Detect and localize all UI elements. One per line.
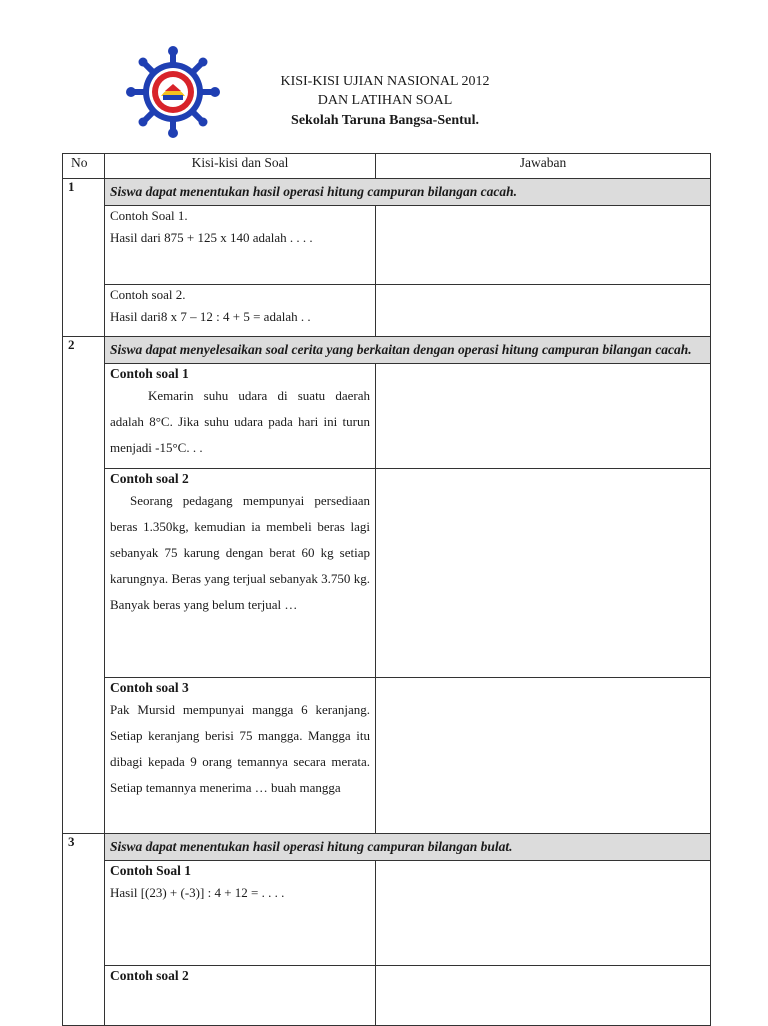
question-text: Hasil dari8 x 7 – 12 : 4 + 5 = adalah . . (110, 309, 311, 324)
question-title: Contoh soal 2 (110, 968, 189, 983)
question-cell (105, 469, 376, 678)
question-cell (105, 678, 376, 834)
question-title: Contoh Soal 1. (110, 208, 188, 223)
document-header (230, 72, 540, 132)
question-row (63, 285, 711, 337)
answer-cell[interactable] (376, 206, 711, 285)
header-kisi-soal: Kisi-kisi dan Soal (105, 154, 376, 179)
section-number: 2 (63, 337, 105, 834)
school-name: Sekolah Taruna Bangsa-Sentul. (291, 113, 479, 128)
question-text: Kemarin suhu udara di suatu daerah adalah 8°C. Jika suhu udara pada hari ini turun menjadi -15°C. . . (110, 388, 370, 455)
indicator-row (63, 337, 711, 364)
indicator-text: Siswa dapat menyelesaikan soal cerita yang berkaitan dengan operasi hitung campuran bilangan cacah. (105, 337, 711, 364)
question-title: Contoh soal 3 (110, 680, 189, 695)
indicator-text: Siswa dapat menentukan hasil operasi hitung campuran bilangan cacah. (105, 179, 711, 206)
answer-cell[interactable] (376, 469, 711, 678)
header-no: No (63, 154, 105, 179)
document-subtitle: DAN LATIHAN SOAL (317, 93, 453, 108)
answer-cell[interactable] (376, 966, 711, 1026)
question-cell (105, 285, 376, 337)
section-number: 3 (63, 834, 105, 1026)
answer-cell[interactable] (376, 861, 711, 966)
indicator-text: Siswa dapat menentukan hasil operasi hitung campuran bilangan bulat. (105, 834, 711, 861)
question-text: Seorang pedagang mempunyai persediaan beras 1.350kg, kemudian ia membeli beras lagi sebanyak 75 karung dengan berat 60 kg setiap karungnya. Beras yang terjual sebanyak 3.750 kg. Banyak beras yang belum terjual … (110, 493, 370, 612)
answer-cell[interactable] (376, 678, 711, 834)
question-row (63, 206, 711, 285)
school-logo (125, 46, 221, 138)
section-number: 1 (63, 179, 105, 337)
question-title: Contoh soal 2 (110, 471, 189, 486)
question-cell (105, 364, 376, 469)
question-cell (105, 861, 376, 966)
question-text: Hasil dari 875 + 125 x 140 adalah . . . . (110, 230, 313, 245)
question-title: Contoh Soal 1 (110, 863, 192, 878)
question-row (63, 861, 711, 966)
question-cell (105, 966, 376, 1026)
question-row (63, 469, 711, 678)
question-row (63, 364, 711, 469)
question-row (63, 678, 711, 834)
answer-cell[interactable] (376, 285, 711, 337)
question-cell (105, 206, 376, 285)
answer-cell[interactable] (376, 364, 711, 469)
indicator-row (63, 834, 711, 861)
exam-grid-table (62, 153, 711, 1026)
question-row (63, 966, 711, 1026)
table-header-row (63, 154, 711, 179)
question-title: Contoh soal 2. (110, 287, 186, 302)
question-text: Hasil [(23) + (-3)] : 4 + 12 = . . . . (110, 885, 285, 900)
header-jawaban: Jawaban (376, 154, 711, 179)
question-text: Pak Mursid mempunyai mangga 6 keranjang. Setiap keranjang berisi 75 mangga. Mangga itu dibagi kepada 9 orang temannya secara merata. Setiap temannya menerima … buah mangga (110, 702, 370, 795)
indicator-row (63, 179, 711, 206)
question-title: Contoh soal 1 (110, 366, 189, 381)
document-title: KISI-KISI UJIAN NASIONAL 2012 (280, 74, 490, 89)
